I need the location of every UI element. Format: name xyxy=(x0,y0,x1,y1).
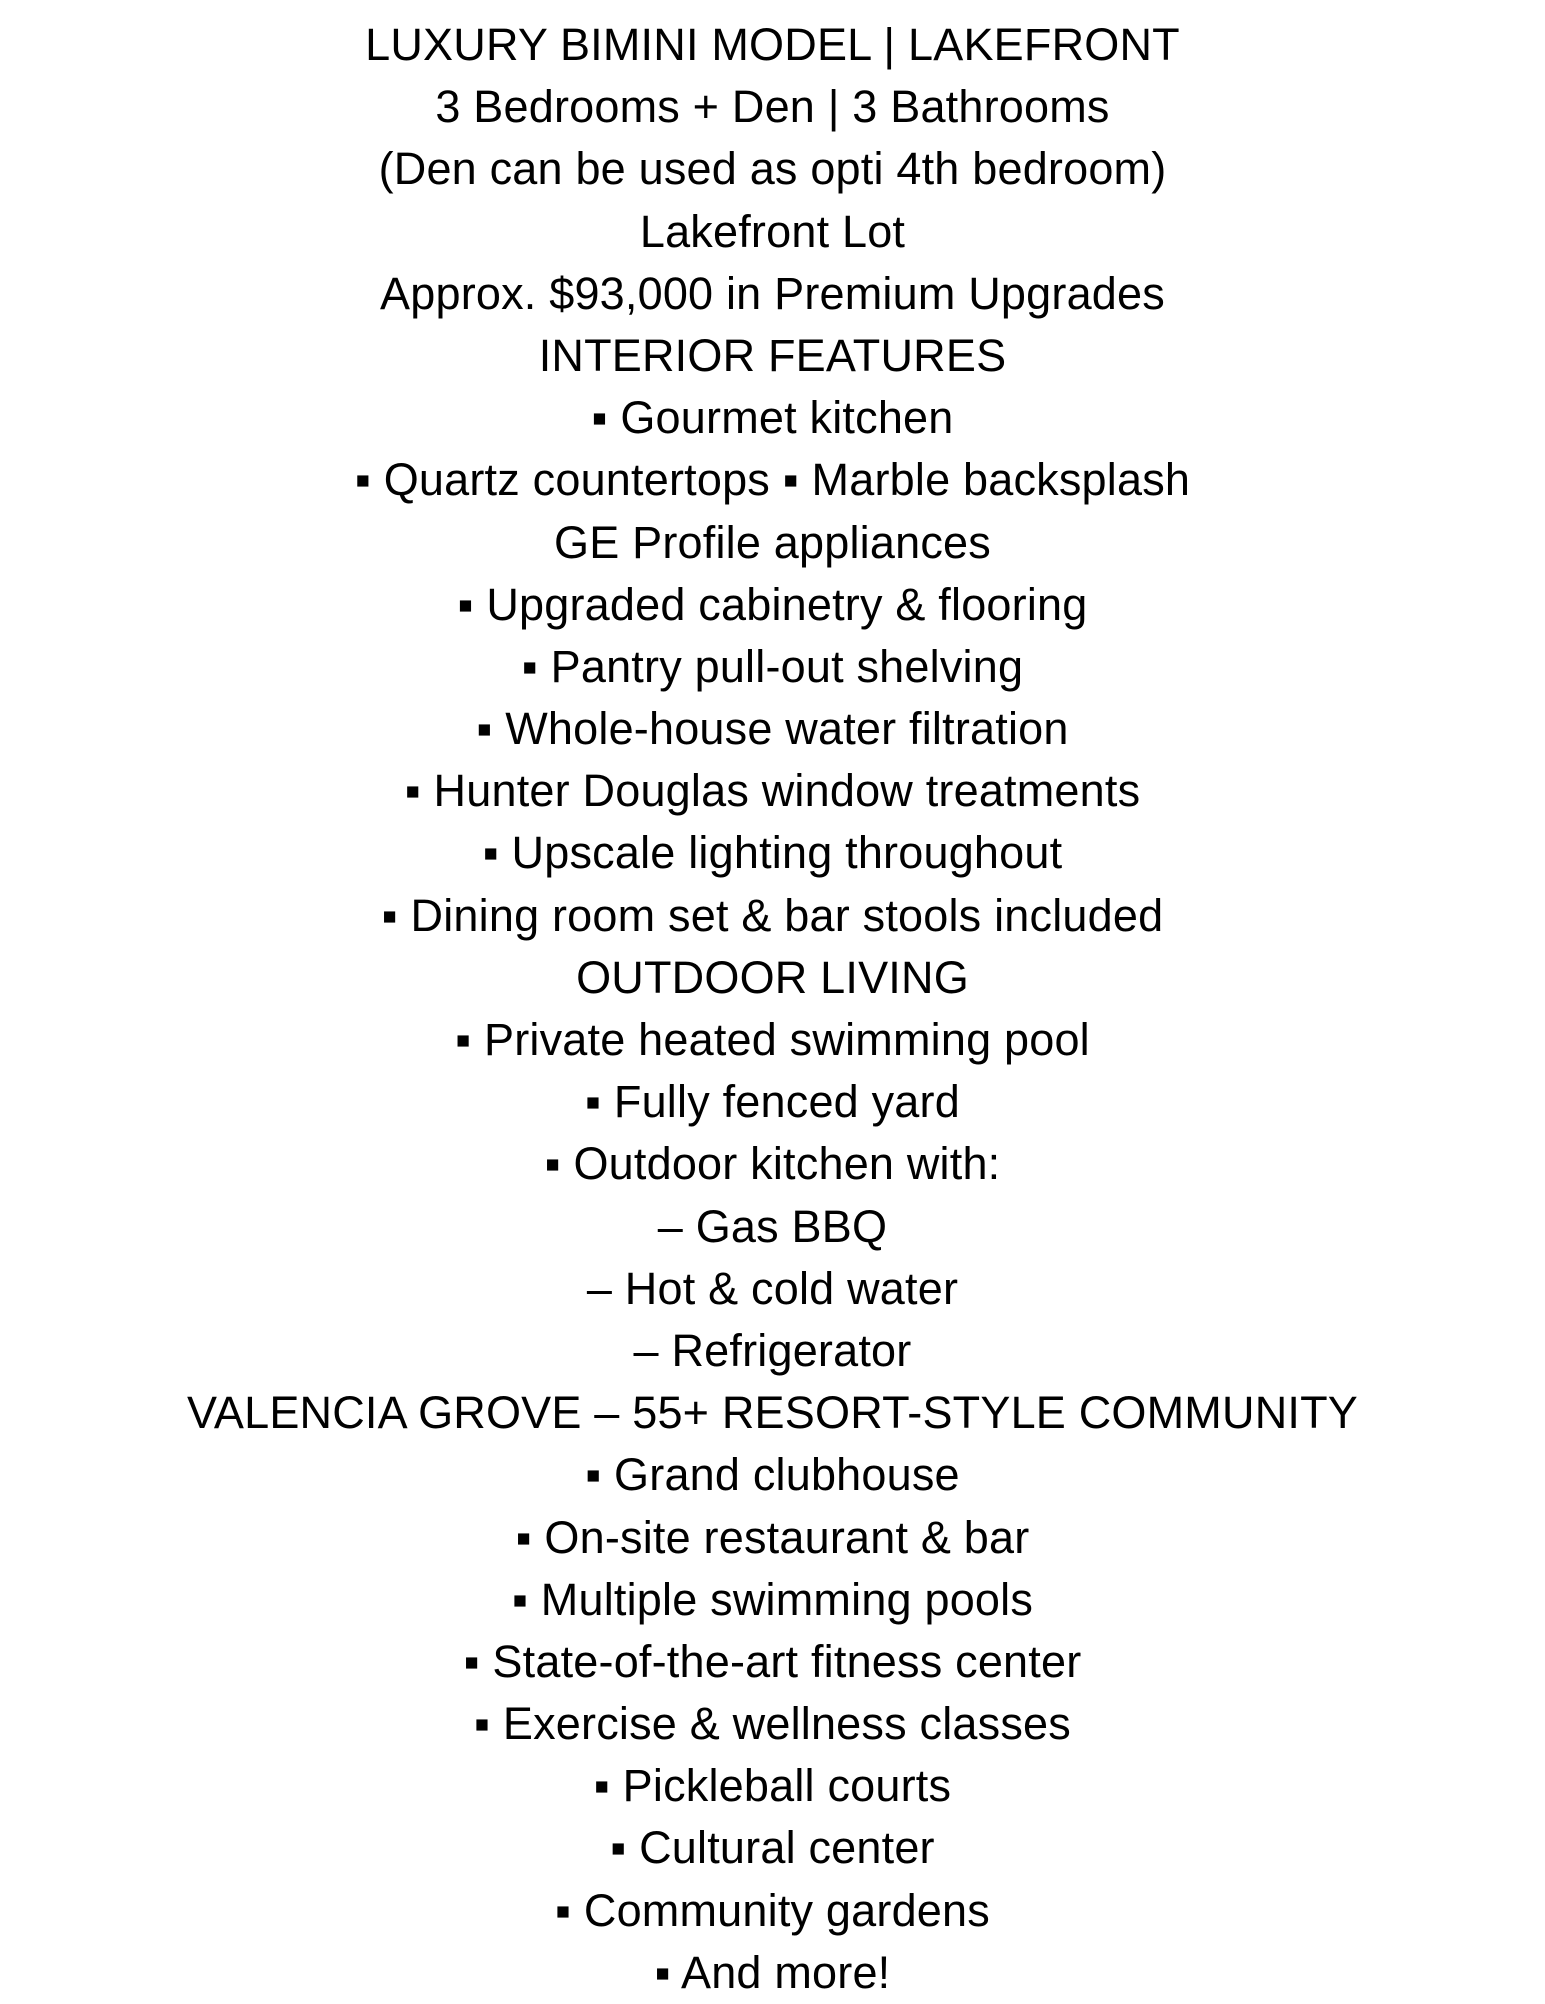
community-item: ▪ Cultural center xyxy=(610,1822,935,1874)
interior-item: ▪ Hunter Douglas window treatments xyxy=(404,765,1141,817)
outdoor-item: ▪ Private heated swimming pool xyxy=(455,1014,1090,1065)
community-item: ▪ Grand clubhouse xyxy=(585,1449,960,1501)
interior-item: ▪ Gourmet kitchen xyxy=(591,392,954,444)
section-heading-community: VALENCIA GROVE – 55+ RESORT-STYLE COMMUNITY xyxy=(187,1387,1358,1439)
community-item: ▪ Multiple swimming pools xyxy=(511,1573,1034,1625)
outdoor-subitem: – Refrigerator xyxy=(633,1324,912,1376)
interior-item: ▪ Whole-house water filtration xyxy=(476,703,1069,755)
community-item: ▪ And more! xyxy=(654,1946,891,1998)
outdoor-subitem: – Gas BBQ xyxy=(657,1200,888,1252)
den-note: (Den can be used as opti 4th bedroom) xyxy=(378,143,1167,195)
community-item: ▪ Pickleball courts xyxy=(593,1760,952,1812)
community-item: ▪ State-of-the-art fitness center xyxy=(463,1635,1082,1687)
lot-type: Lakefront Lot xyxy=(639,205,906,257)
outdoor-item: ▪ Outdoor kitchen with: xyxy=(544,1138,1001,1190)
upgrades-summary: Approx. $93,000 in Premium Upgrades xyxy=(380,267,1165,319)
outdoor-subitem: – Hot & cold water xyxy=(586,1262,959,1314)
headline: LUXURY BIMINI MODEL | LAKEFRONT xyxy=(365,19,1180,70)
outdoor-item: ▪ Fully fenced yard xyxy=(585,1076,960,1128)
community-item: ▪ On-site restaurant & bar xyxy=(515,1511,1030,1563)
interior-item: GE Profile appliances xyxy=(554,516,991,568)
interior-item: ▪ Quartz countertops ▪ Marble backsplash xyxy=(354,454,1191,506)
interior-item: ▪ Upgraded cabinetry & flooring xyxy=(457,578,1088,630)
community-item: ▪ Community gardens xyxy=(555,1884,990,1936)
section-heading-interior: INTERIOR FEATURES xyxy=(538,329,1007,381)
community-item: ▪ Exercise & wellness classes xyxy=(474,1698,1071,1750)
interior-item: ▪ Pantry pull-out shelving xyxy=(521,640,1024,692)
interior-item: ▪ Upscale lighting throughout xyxy=(482,827,1063,879)
bed-bath-summary: 3 Bedrooms + Den | 3 Bathrooms xyxy=(435,81,1110,133)
listing-document xyxy=(0,14,1545,2004)
section-heading-outdoor: OUTDOOR LIVING xyxy=(576,951,969,1003)
interior-item: ▪ Dining room set & bar stools included xyxy=(381,889,1164,941)
